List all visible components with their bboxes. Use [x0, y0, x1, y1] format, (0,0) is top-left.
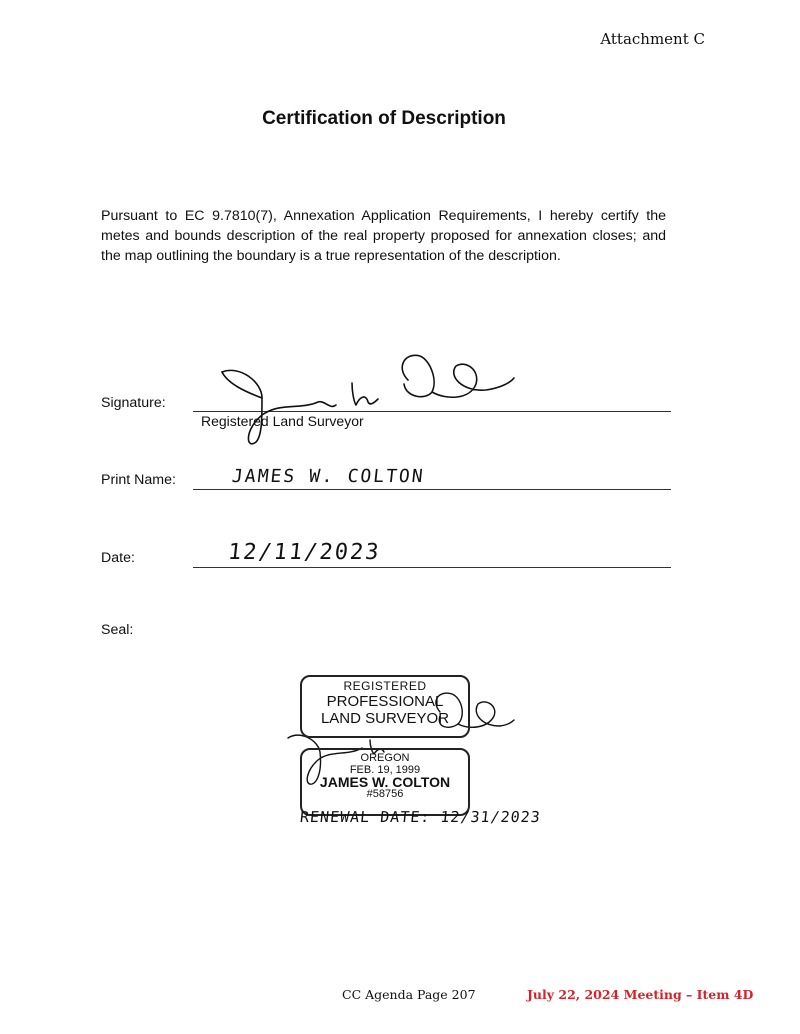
seal-date: FEB. 19, 1999 [349, 764, 421, 776]
seal-bottom-panel [300, 748, 470, 816]
signature-sublabel: Registered Land Surveyor [201, 413, 364, 429]
seal-top-panel [300, 675, 470, 738]
footer-page-number: CC Agenda Page 207 [342, 987, 476, 1002]
renewal-date: RENEWAL DATE: 12/31/2023 [299, 808, 542, 826]
certification-text: Pursuant to EC 9.7810(7), Annexation Application Requirements, I hereby certify the metes and bounds description of the real property proposed for annexation closes; and the map outlining the boundary is a true representation of the description. [101, 208, 666, 264]
attachment-label: Attachment C [600, 30, 705, 48]
seal-label: Seal: [101, 622, 134, 638]
signature-label: Signature: [101, 395, 166, 411]
seal-number: #58756 [366, 788, 404, 800]
seal-state: OREGON [360, 752, 410, 764]
print-name-label: Print Name: [101, 472, 176, 488]
page-title: Certification of Description [262, 108, 506, 129]
surveyor-seal [300, 675, 470, 816]
seal-line-land-surveyor: LAND SURVEYOR [320, 710, 450, 727]
seal-line-professional: PROFESSIONAL [326, 693, 444, 710]
date-value: 12/11/2023 [226, 540, 382, 565]
footer-meeting-item: July 22, 2024 Meeting – Item 4D [527, 987, 754, 1002]
print-name-value: JAMES W. COLTON [230, 466, 426, 487]
seal-line-registered: REGISTERED [343, 679, 427, 693]
date-label: Date: [101, 550, 135, 566]
seal-name: JAMES W. COLTON [319, 774, 451, 790]
